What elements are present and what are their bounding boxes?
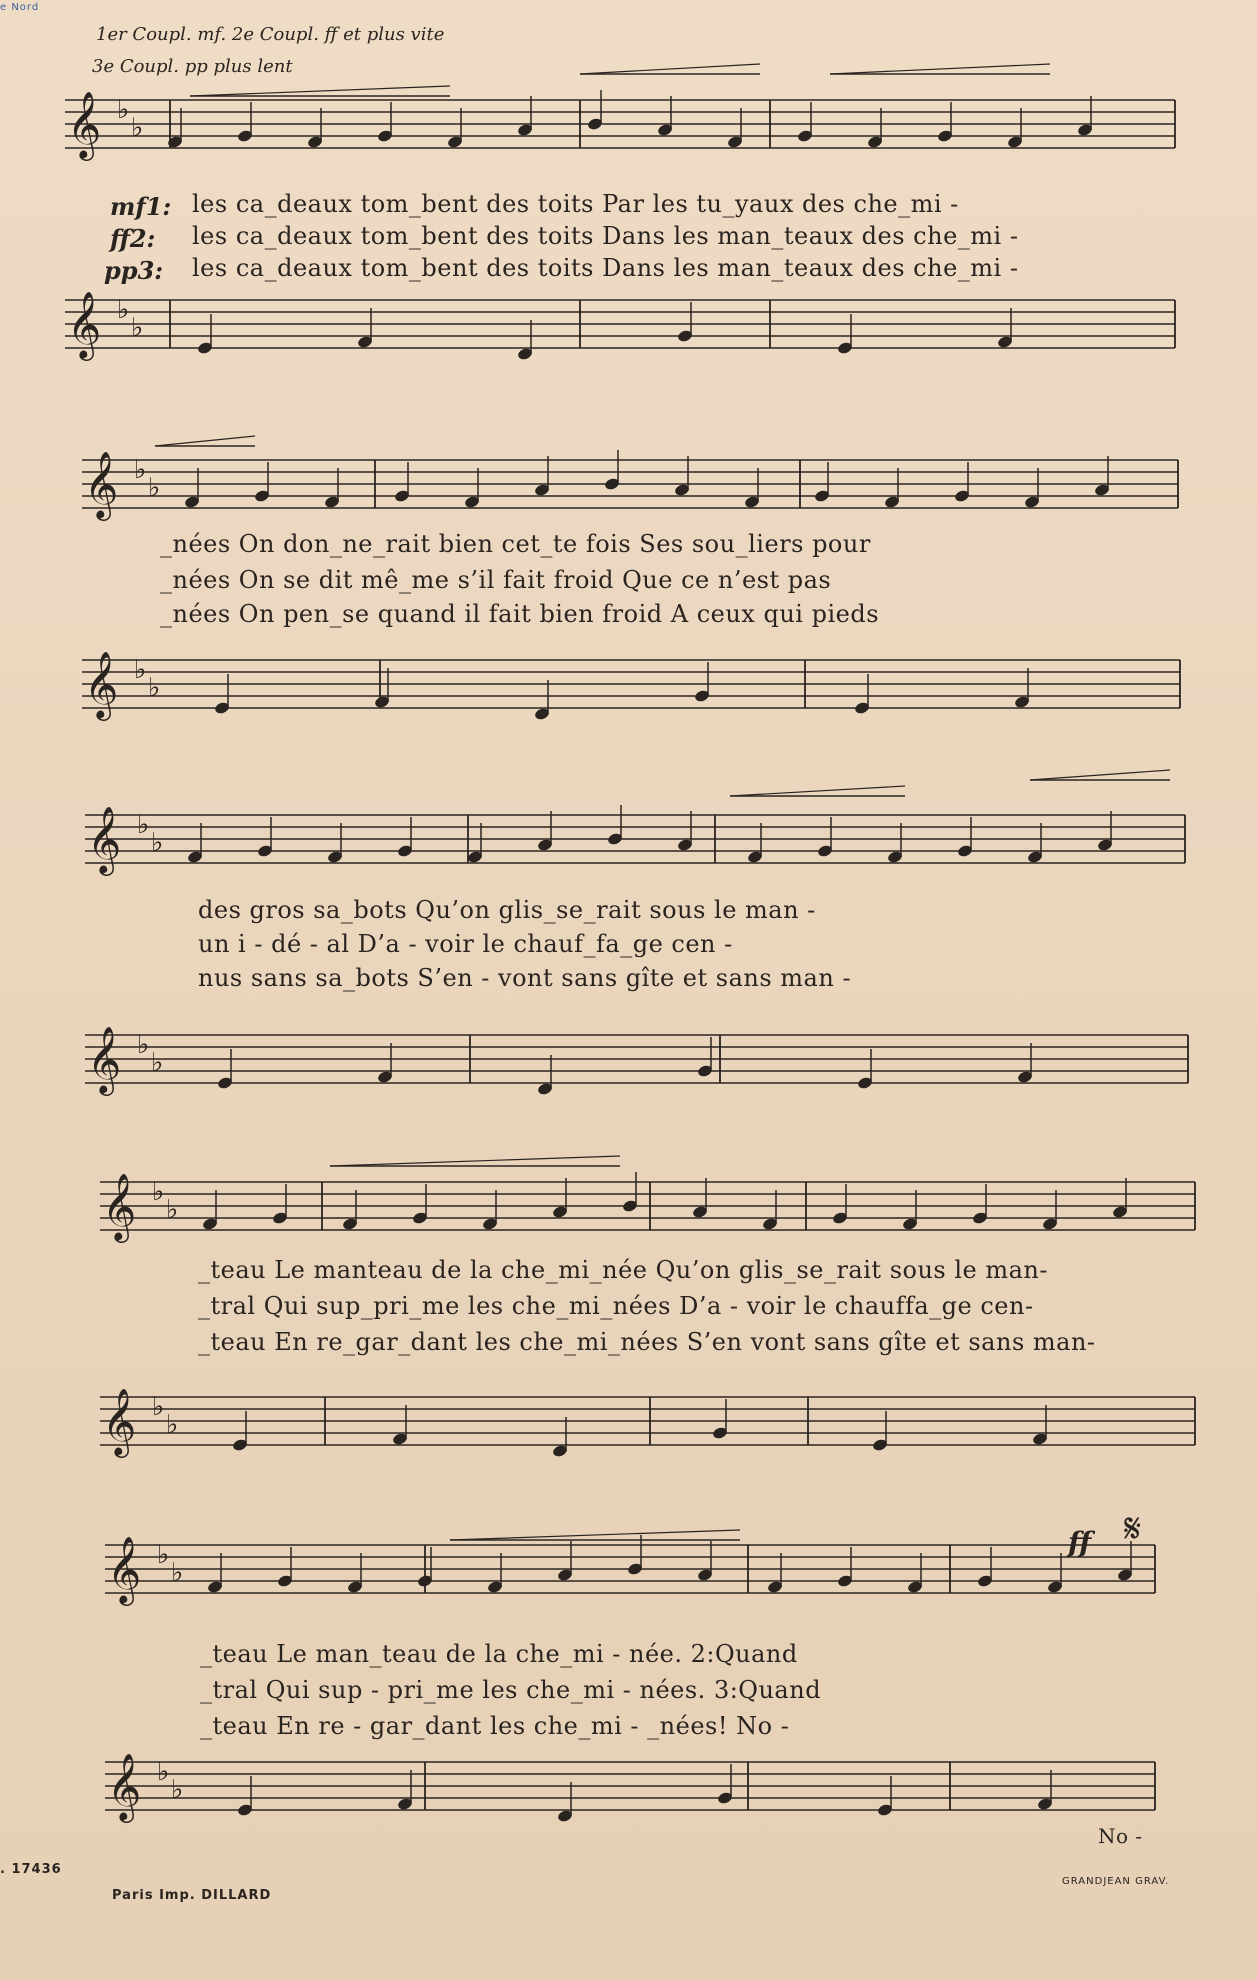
lyric-line: les ca_deaux tom_bent des toits Par les tu_yaux des che_mi - <box>192 190 959 218</box>
couplet-tempo-line-2: 3e Coupl. pp plus lent <box>92 56 293 77</box>
flat-icon: ♭ <box>166 1195 179 1225</box>
treble-clef-icon: 𝄞 <box>84 450 119 518</box>
hairpin <box>730 786 905 796</box>
dynamic-ff-end: ff <box>1068 1526 1092 1559</box>
accomp-lyric: No - <box>1098 1824 1143 1848</box>
lyric-line: un i - dé - al D’a - voir le chauf_fa_ge cen - <box>198 930 733 958</box>
flat-icon: ♭ <box>152 1177 165 1207</box>
treble-clef-icon: 𝄞 <box>87 1025 122 1093</box>
treble-clef-icon: 𝄞 <box>102 1387 137 1455</box>
treble-clef-icon: 𝄞 <box>84 650 119 718</box>
lyric-line: les ca_deaux tom_bent des toits Dans les man_teaux des che_mi - <box>192 254 1019 282</box>
dynamic-ff2: ff2: <box>110 224 156 253</box>
flat-icon: ♭ <box>148 473 161 503</box>
flat-icon: ♭ <box>131 313 144 343</box>
flat-icon: ♭ <box>137 810 150 840</box>
treble-clef-icon: 𝄞 <box>107 1535 142 1603</box>
flat-icon: ♭ <box>117 95 130 125</box>
lyric-line: des gros sa_bots Qu’on glis_se_rait sous le man - <box>198 896 816 924</box>
dynamic-pp3: pp3: <box>104 256 164 285</box>
plate-number: . 17436 <box>0 1862 62 1877</box>
lyric-line: _teau Le manteau de la che_mi_née Qu’on glis_se_rait sous le man- <box>198 1256 1048 1284</box>
flat-icon: ♭ <box>148 673 161 703</box>
lyric-line: nus sans sa_bots S’en - vont sans gîte et sans man - <box>198 964 852 992</box>
flat-icon: ♭ <box>157 1540 170 1570</box>
lyric-line: _nées On don_ne_rait bien cet_te fois Ses sou_liers pour <box>160 530 871 558</box>
flat-icon: ♭ <box>134 655 147 685</box>
hairpin <box>330 1156 620 1166</box>
flat-icon: ♭ <box>166 1410 179 1440</box>
printer-credit: Paris Imp. DILLARD <box>112 1888 272 1903</box>
lyric-line: _teau Le man_teau de la che_mi - née. 2:Quand <box>200 1640 798 1668</box>
hairpin <box>830 64 1050 74</box>
flat-icon: ♭ <box>131 113 144 143</box>
hairpin <box>155 436 255 446</box>
segno-icon: 𝄋 <box>1124 1506 1142 1552</box>
lyric-line: _teau En re - gar_dant les che_mi - _nées! No - <box>200 1712 790 1740</box>
hairpin <box>190 86 450 96</box>
flat-icon: ♭ <box>151 828 164 858</box>
dynamic-mf1: mf1: <box>110 192 172 221</box>
couplet-tempo-line-1: 1er Coupl. mf. 2e Coupl. ff et plus vite <box>96 24 445 45</box>
treble-clef-icon: 𝄞 <box>102 1172 137 1240</box>
treble-clef-icon: 𝄞 <box>87 805 122 873</box>
flat-icon: ♭ <box>171 1775 184 1805</box>
flat-icon: ♭ <box>134 455 147 485</box>
flat-icon: ♭ <box>171 1558 184 1588</box>
treble-clef-icon: 𝄞 <box>67 290 102 358</box>
hairpin <box>1030 770 1170 780</box>
lyric-line: les ca_deaux tom_bent des toits Dans les man_teaux des che_mi - <box>192 222 1019 250</box>
treble-clef-icon: 𝄞 <box>107 1752 142 1820</box>
lyric-line: _nées On pen_se quand il fait bien froid A ceux qui pieds <box>160 600 880 628</box>
top-fragment: e Nord <box>0 2 40 13</box>
lyric-line: _nées On se dit mê_me s’il fait froid Que ce n’est pas <box>160 566 832 594</box>
hairpin <box>580 64 760 74</box>
treble-clef-icon: 𝄞 <box>67 90 102 158</box>
flat-icon: ♭ <box>152 1392 165 1422</box>
flat-icon: ♭ <box>137 1030 150 1060</box>
lyric-line: _tral Qui sup_pri_me les che_mi_nées D’a - voir le chauffa_ge cen- <box>198 1292 1034 1320</box>
lyric-line: _tral Qui sup - pri_me les che_mi - nées. 3:Quand <box>200 1676 822 1704</box>
flat-icon: ♭ <box>117 295 130 325</box>
hairpin <box>450 1530 740 1540</box>
flat-icon: ♭ <box>157 1757 170 1787</box>
flat-icon: ♭ <box>151 1048 164 1078</box>
lyric-line: _teau En re_gar_dant les che_mi_nées S’en vont sans gîte et sans man- <box>198 1328 1096 1356</box>
engraver-credit: GRANDJEAN GRAV. <box>1062 1876 1170 1887</box>
